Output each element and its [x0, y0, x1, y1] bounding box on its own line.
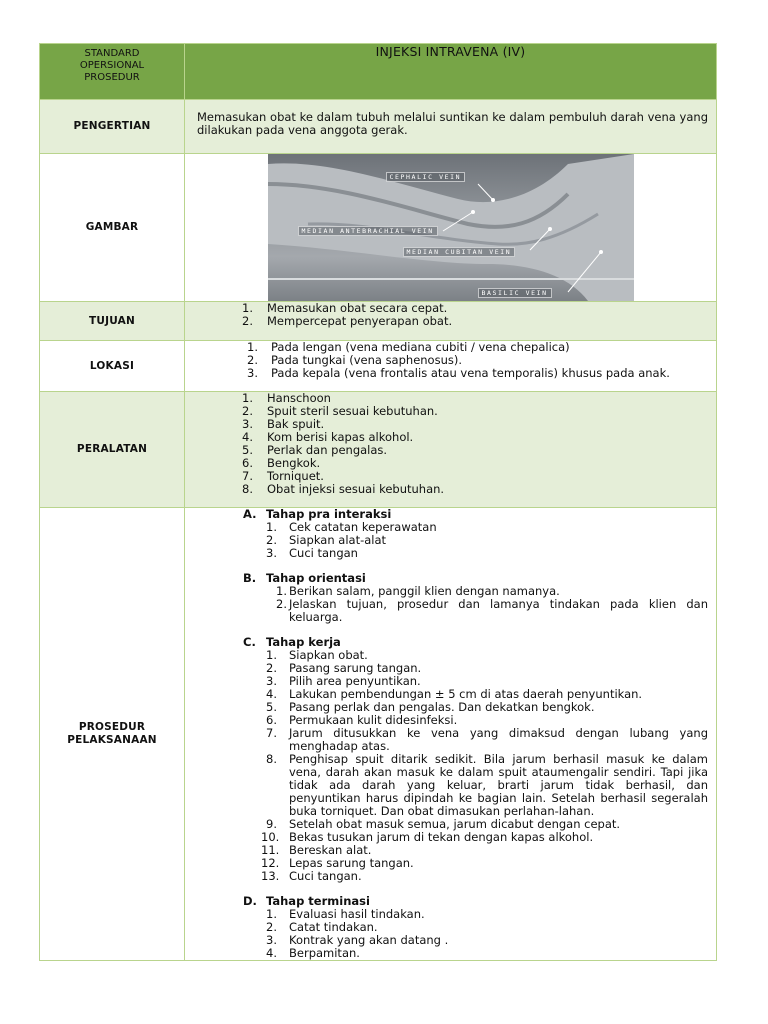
list-item: 8. Penghisap spuit ditarik sedikit. Bila jarum berhasil masuk ke dalam vena, darah akan masuk ke dalam spuit ataumengalir sendiri. Tapi jika tidak ada darah yang keluar, brarti jarum tidak berhasil, dan penyuntikan harus dipindah ke bagian lain. Setelah berhasil segeralah buka torniquet. Dan obat dimasukan perlahan-lahan.	[266, 752, 708, 818]
pengertian-row	[40, 100, 717, 154]
lokasi-label: LOKASI	[40, 341, 185, 392]
list-item: 2. Catat tindakan.	[266, 920, 378, 934]
list-item: 3. Pada kepala (vena frontalis atau vena temporalis) khusus pada anak.	[247, 366, 670, 380]
list-item: 6. Permukaan kulit didesinfeksi.	[266, 713, 458, 727]
sop-label-line: OPERSIONAL	[79, 60, 145, 71]
list-item: 8. Obat injeksi sesuai kebutuhan.	[242, 482, 445, 496]
arm-vein-image	[268, 154, 634, 301]
section-c-title: C. Tahap kerja	[243, 635, 341, 649]
list-item: 12. Lepas sarung tangan.	[261, 856, 414, 870]
document-title: INJEKSI INTRAVENA (IV)	[185, 44, 717, 100]
section-c-list	[185, 649, 708, 883]
list-item: 1. Evaluasi hasil tindakan.	[266, 907, 425, 921]
sop-label-line: STANDARD	[84, 48, 140, 59]
lokasi-list	[185, 341, 716, 380]
list-item: 2. Mempercepat penyerapan obat.	[242, 314, 453, 328]
peralatan-row	[40, 392, 717, 508]
list-item: 2. Spuit steril sesuai kebutuhan.	[242, 404, 438, 418]
lokasi-cell	[185, 341, 717, 392]
median-antebrachial-vein-label: MEDIAN ANTEBRACHIAL VEIN	[298, 226, 438, 236]
prosedur-row	[40, 508, 717, 961]
list-item: 2. Siapkan alat-alat	[266, 533, 387, 547]
list-item: 1. Cek catatan keperawatan	[266, 520, 437, 534]
tujuan-cell	[185, 302, 717, 341]
list-item: 5. Pasang perlak dan pengalas. Dan dekatkan bengkok.	[266, 700, 595, 714]
section-d-list	[185, 908, 708, 960]
section-d-title: D. Tahap terminasi	[243, 894, 370, 908]
pengertian-label: PENGERTIAN	[40, 100, 185, 154]
list-item: 3. Bak spuit.	[242, 417, 325, 431]
pengertian-cell	[185, 100, 717, 154]
section-b-list	[185, 585, 708, 624]
list-item: 2. Jelaskan tujuan, prosedur dan lamanya tindakan pada klien dan keluarga.	[276, 597, 708, 624]
peralatan-list	[185, 392, 716, 496]
section-b-title: B. Tahap orientasi	[243, 571, 366, 585]
prosedur-label-line: PROSEDUR	[78, 721, 146, 733]
list-item: 7. Torniquet.	[242, 469, 324, 483]
list-item: 13. Cuci tangan.	[261, 869, 362, 883]
list-item: 9. Setelah obat masuk semua, jarum dicabut dengan cepat.	[266, 817, 621, 831]
median-cubitan-vein-label: MEDIAN CUBITAN VEIN	[403, 247, 516, 257]
sop-label-cell	[40, 44, 185, 100]
prosedur-label-line: PELAKSANAAN	[67, 734, 157, 746]
sop-label-line: PROSEDUR	[84, 72, 140, 83]
gambar-label: GAMBAR	[40, 154, 185, 302]
tujuan-row	[40, 302, 717, 341]
list-item: 4. Berpamitan.	[266, 946, 360, 960]
list-item: 5. Perlak dan pengalas.	[242, 443, 388, 457]
tujuan-list	[185, 302, 716, 328]
pengertian-text: Memasukan obat ke dalam tubuh melalui suntikan ke dalam pembuluh darah vena yang dilakukan pada vena anggota gerak.	[197, 110, 708, 137]
list-item: 3. Cuci tangan	[266, 546, 358, 560]
basilic-vein-label: BASILIC VEIN	[478, 288, 552, 298]
list-item: 2. Pasang sarung tangan.	[266, 661, 422, 675]
header-row	[40, 44, 717, 100]
list-item: 1. Pada lengan (vena mediana cubiti / vena chepalica)	[247, 340, 570, 354]
cephalic-vein-label: CEPHALIC VEIN	[386, 172, 466, 182]
section-a-list	[185, 521, 708, 560]
list-item: 6. Bengkok.	[242, 456, 321, 470]
list-item: 4. Lakukan pembendungan ± 5 cm di atas daerah penyuntikan.	[266, 687, 643, 701]
list-item: 1. Hanschoon	[242, 391, 331, 405]
peralatan-cell	[185, 392, 717, 508]
list-item: 4. Kom berisi kapas alkohol.	[242, 430, 414, 444]
section-a-title: A. Tahap pra interaksi	[243, 507, 392, 521]
list-item: 1. Memasukan obat secara cepat.	[242, 301, 448, 315]
list-item: 11. Bereskan alat.	[261, 843, 372, 857]
prosedur-cell	[185, 508, 717, 961]
list-item: 1. Siapkan obat.	[266, 648, 368, 662]
list-item: 10. Bekas tusukan jarum di tekan dengan kapas alkohol.	[261, 830, 594, 844]
gambar-row	[40, 154, 717, 302]
list-item: 1. Berikan salam, panggil klien dengan namanya.	[276, 584, 560, 598]
peralatan-label: PERALATAN	[40, 392, 185, 508]
list-item: 3. Pilih area penyuntikan.	[266, 674, 421, 688]
tujuan-label: TUJUAN	[40, 302, 185, 341]
sop-table	[39, 43, 717, 961]
lokasi-row	[40, 341, 717, 392]
list-item: 3. Kontrak yang akan datang .	[266, 933, 449, 947]
list-item: 2. Pada tungkai (vena saphenosus).	[247, 353, 463, 367]
list-item: 7. Jarum ditusukkan ke vena yang dimaksud dengan lubang yang menghadap atas.	[266, 726, 708, 753]
gambar-cell	[185, 154, 717, 302]
prosedur-label-cell	[40, 508, 185, 961]
